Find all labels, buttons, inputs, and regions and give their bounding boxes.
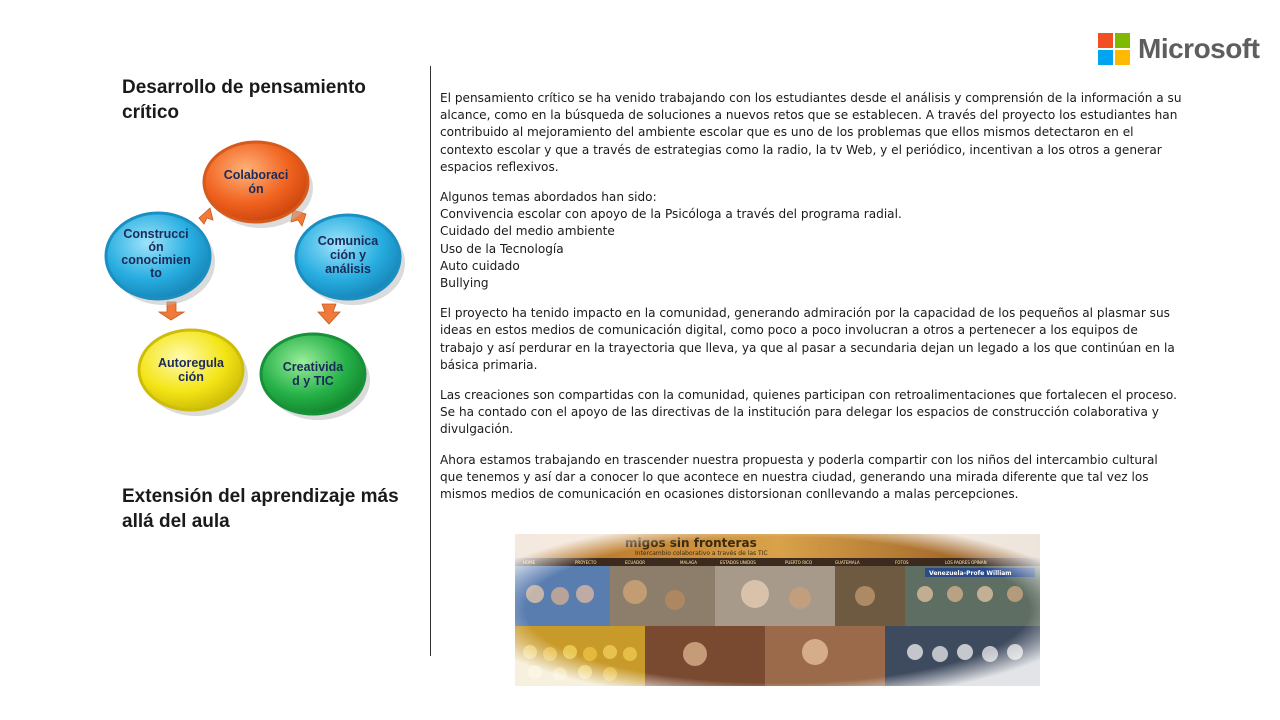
list-item: Auto cuidado	[440, 258, 520, 273]
node-construccion	[106, 213, 215, 305]
list-item: Uso de la Tecnología	[440, 241, 564, 256]
text-line: contexto escolar y que a través de estrategias como la radio, la tv Web, y el periódico, incentivan a los otros a generar	[440, 142, 1162, 157]
node-autoregulacion-line2: ción	[178, 370, 204, 384]
paragraph-critical-thinking	[440, 90, 1235, 176]
list-item: Cuidado del medio ambiente	[440, 224, 615, 239]
text-line: divulgación.	[440, 422, 514, 437]
node-autoregulacion	[139, 330, 248, 416]
text-line: mismos medios de comunicación en ocasiones distorsionan conllevando a malas percepciones.	[440, 487, 1019, 502]
microsoft-logo	[1098, 32, 1260, 66]
text-line: que tenemos y así dar a conocer lo que acontece en nuestra ciudad, generando una mirada diferente que tal vez los	[440, 469, 1149, 484]
logo-square-red	[1098, 33, 1113, 48]
node-colaboracion-line2: ón	[248, 182, 264, 196]
paragraph-impact	[440, 305, 1235, 374]
node-autoregulacion-line1: Autoregula	[158, 356, 224, 370]
node-comunicacion-line3: análisis	[325, 262, 371, 276]
list-item: Bullying	[440, 276, 489, 291]
arrow-construccion-to-colaboracion-icon	[199, 208, 213, 224]
heading-learning-extension: Extensión del aprendizaje más allá del aula	[122, 486, 399, 532]
vertical-divider	[430, 66, 431, 656]
microsoft-logo-grid-icon	[1098, 33, 1130, 65]
logo-square-green	[1115, 33, 1130, 48]
body-text	[440, 90, 1235, 503]
arrow-comunicacion-to-creatividad-icon	[318, 304, 340, 324]
topics-list	[440, 189, 1235, 292]
logo-square-blue	[1098, 50, 1113, 65]
node-construccion-line4: to	[150, 266, 162, 280]
heading-critical-thinking: Desarrollo de pensamiento crítico	[122, 77, 366, 123]
amigos-sin-fronteras-collage	[515, 534, 1040, 686]
text-line: El pensamiento crítico se ha venido trabajando con los estudiantes desde el análisis y comprensión de la información a su	[440, 91, 1182, 105]
node-colaboracion	[204, 142, 313, 228]
text-line: El proyecto ha tenido impacto en la comunidad, generando admiración por la capacidad de los pequeños al plasmar sus	[440, 306, 1170, 321]
node-creatividad-line1: Creativida	[282, 360, 344, 374]
text-line: Ahora estamos trabajando en trascender nuestra propuesta y poderla compartir con los niños del intercambio cultural	[440, 452, 1158, 467]
node-creatividad	[261, 334, 370, 420]
text-line: Las creaciones son compartidas con la comunidad, quienes participan con retroalimentaciones que fortalecen el proceso.	[440, 388, 1177, 403]
node-comunicacion-line2: ción y	[329, 248, 367, 262]
paragraph-sharing	[440, 387, 1235, 439]
node-creatividad-line2: d y TIC	[292, 374, 334, 388]
text-line: básica primaria.	[440, 357, 538, 372]
node-construccion-line1: Construcci	[123, 227, 189, 241]
skills-cycle-diagram	[98, 140, 408, 420]
text-line: Se ha contado con el apoyo de las directivas de la institución para delegar los espacios de construcción colaborativa y	[440, 405, 1159, 420]
paragraph-future	[440, 452, 1235, 504]
node-comunicacion	[296, 215, 405, 305]
node-comunicacion-line1: Comunica	[317, 234, 379, 248]
text-line: espacios reflexivos.	[440, 159, 559, 174]
node-colaboracion-line1: Colaboraci	[223, 168, 289, 182]
text-line: contribuido al mejoramiento del ambiente escolar que es uno de los problemas que ellos mismos detectaron en el	[440, 125, 1134, 140]
list-item: Convivencia escolar con apoyo de la Psicóloga a través del programa radial.	[440, 207, 902, 222]
text-line: trabajo y así perdurar en la trayectoria que lleva, ya que al pasar a secundaria dejan un legado a los que continúan en la	[440, 340, 1175, 355]
text-line: ideas en estos medios de comunicación digital, como poco a poco involucran a otros a pertenecer a los equipos de	[440, 323, 1138, 338]
node-construccion-line3: conocimien	[121, 253, 191, 267]
node-construccion-line2: ón	[148, 240, 164, 254]
text-line: alcance, como en la búsqueda de soluciones a nuevos retos que se establecen. A través del proyecto los estudiantes han	[440, 108, 1178, 123]
microsoft-wordmark: Microsoft	[1138, 33, 1260, 64]
logo-square-yellow	[1115, 50, 1130, 65]
topics-intro: Algunos temas abordados han sido:	[440, 190, 657, 205]
